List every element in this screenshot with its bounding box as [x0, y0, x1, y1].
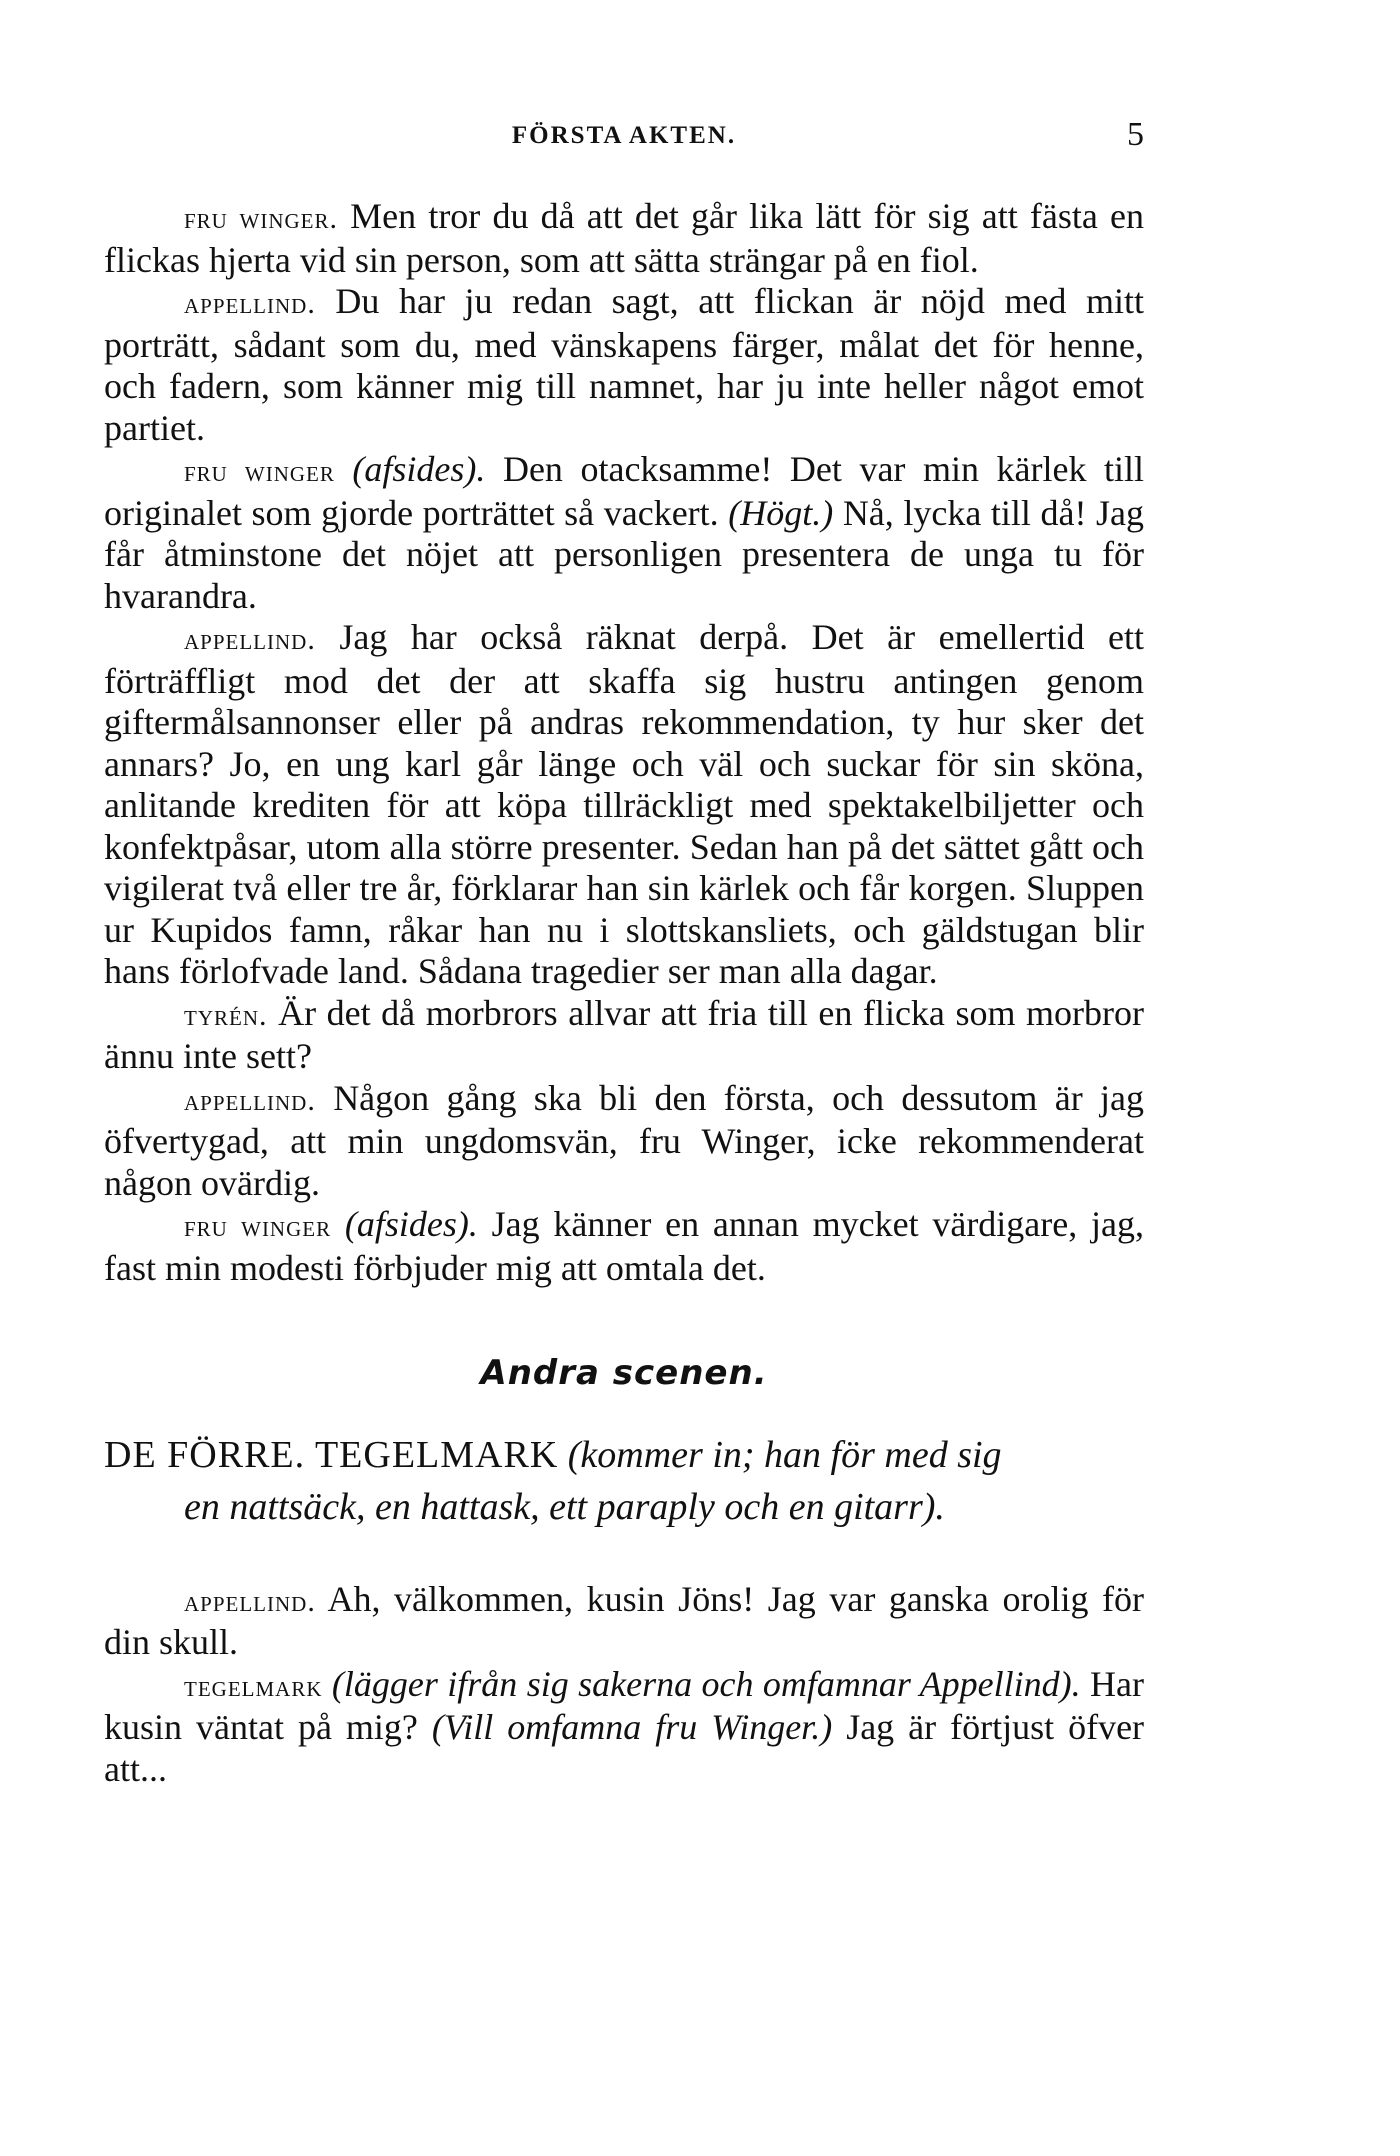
stage-direction: (Högt.) [728, 492, 834, 533]
cast-list [104, 1429, 1144, 1533]
running-title: FÖRSTA AKTEN. [511, 122, 737, 149]
dialogue-paragraph [104, 617, 1144, 993]
stage-direction: (lägger ifrån sig sakerna och omfamnar Appellind). [331, 1663, 1081, 1704]
dialogue-text: Är det då morbrors allvar att fria till en flicka som morbror ännu inte sett? [104, 992, 1145, 1076]
speaker-name: fru winger [184, 1210, 332, 1243]
dialogue-text: Men tror du då att det går lika lätt för sig att fästa en flickas hjerta vid sin person, som att sätta strängar på en fiol. [104, 196, 1145, 280]
dialogue-paragraph [104, 1078, 1144, 1205]
dialogue-text: Nå, lycka till då! Jag får åtminstone det nöjet att personligen presentera de unga tu för hvarandra. [104, 492, 1145, 616]
dialogue-text: Jag har också räknat derpå. Det är emellertid ett förträffligt mod det der att skaffa sig hustru antingen genom giftermålsannonser eller på andras rekommendation, ty hur sker det annars? Jo, en ung karl går länge och väl och suckar för sin sköna, anlitande krediten för att köpa tillräckligt med spektakelbiljetter och konfektpåsar, utom alla större presenter. Sedan han på det sättet gått och vigilerat två eller tre år, förklarar han sin kärlek och får korgen. Sluppen ur Kupidos famn, råkar han nu i slottskansliets, och gäldstugan blir hans förlofvade land. Sådana tragedier ser man alla dagar. [104, 617, 1144, 991]
cast-roles: DE FÖRRE. TEGELMARK [104, 1433, 559, 1476]
dialogue-text: Har kusin väntat på mig? [104, 1663, 1144, 1747]
speaker-name: appellind. [184, 623, 316, 656]
stage-direction: en nattsäck, en hattask, ett paraply och en gitarr). [184, 1485, 945, 1528]
page-body [104, 196, 1144, 1790]
dialogue-paragraph [104, 1204, 1144, 1289]
dialogue-paragraph [104, 281, 1144, 449]
stage-direction: (kommer in; han för med sig [567, 1433, 1002, 1476]
speaker-name: appellind. [184, 287, 316, 320]
stage-direction: (afsides). [344, 1204, 478, 1244]
dialogue-text: Den otacksamme! Det var min kärlek till originalet som gjorde porträttet så vackert. [104, 449, 1144, 533]
scene-heading: Andra scenen. [480, 1353, 768, 1393]
dialogue-paragraph [104, 993, 1144, 1078]
speaker-name: appellind. [184, 1083, 316, 1117]
page-number: 5 [1127, 116, 1144, 153]
speaker-name: appellind. [184, 1584, 316, 1618]
dialogue-paragraph [104, 1579, 1144, 1664]
dialogue-text: Någon gång ska bli den första, och dessutom är jag öfvertygad, att min ungdomsvän, fru Winger, icke rekommenderat någon ovärdig. [104, 1077, 1145, 1203]
speaker-name: fru winger. [184, 202, 338, 235]
dialogue-text: Jag är förtjust öfver att... [104, 1707, 1145, 1789]
page-header [104, 116, 1144, 162]
stage-direction: (afsides). [352, 449, 486, 489]
speaker-name: tyrén. [184, 998, 268, 1032]
dialogue-paragraph [104, 196, 1144, 281]
dialogue-paragraph [104, 449, 1144, 617]
dialogue-text: Du har ju redan sagt, att flickan är nöjd med mitt porträtt, sådant som du, med vänskapens färger, målat det för henne, och fadern, som känner mig till namnet, har ju inte heller något emot partiet. [104, 281, 1144, 448]
dialogue-paragraph [104, 1664, 1144, 1791]
speaker-name: fru winger [184, 455, 335, 488]
dialogue-text: Ah, välkommen, kusin Jöns! Jag var ganska orolig för din skull. [104, 1578, 1145, 1662]
dialogue-text: Jag känner en annan mycket värdigare, jag, fast min modesti förbjuder mig att omtala det. [104, 1204, 1145, 1288]
speaker-name: tegelmark [184, 1669, 323, 1703]
stage-direction: (Vill omfamna fru Winger.) [431, 1707, 833, 1747]
